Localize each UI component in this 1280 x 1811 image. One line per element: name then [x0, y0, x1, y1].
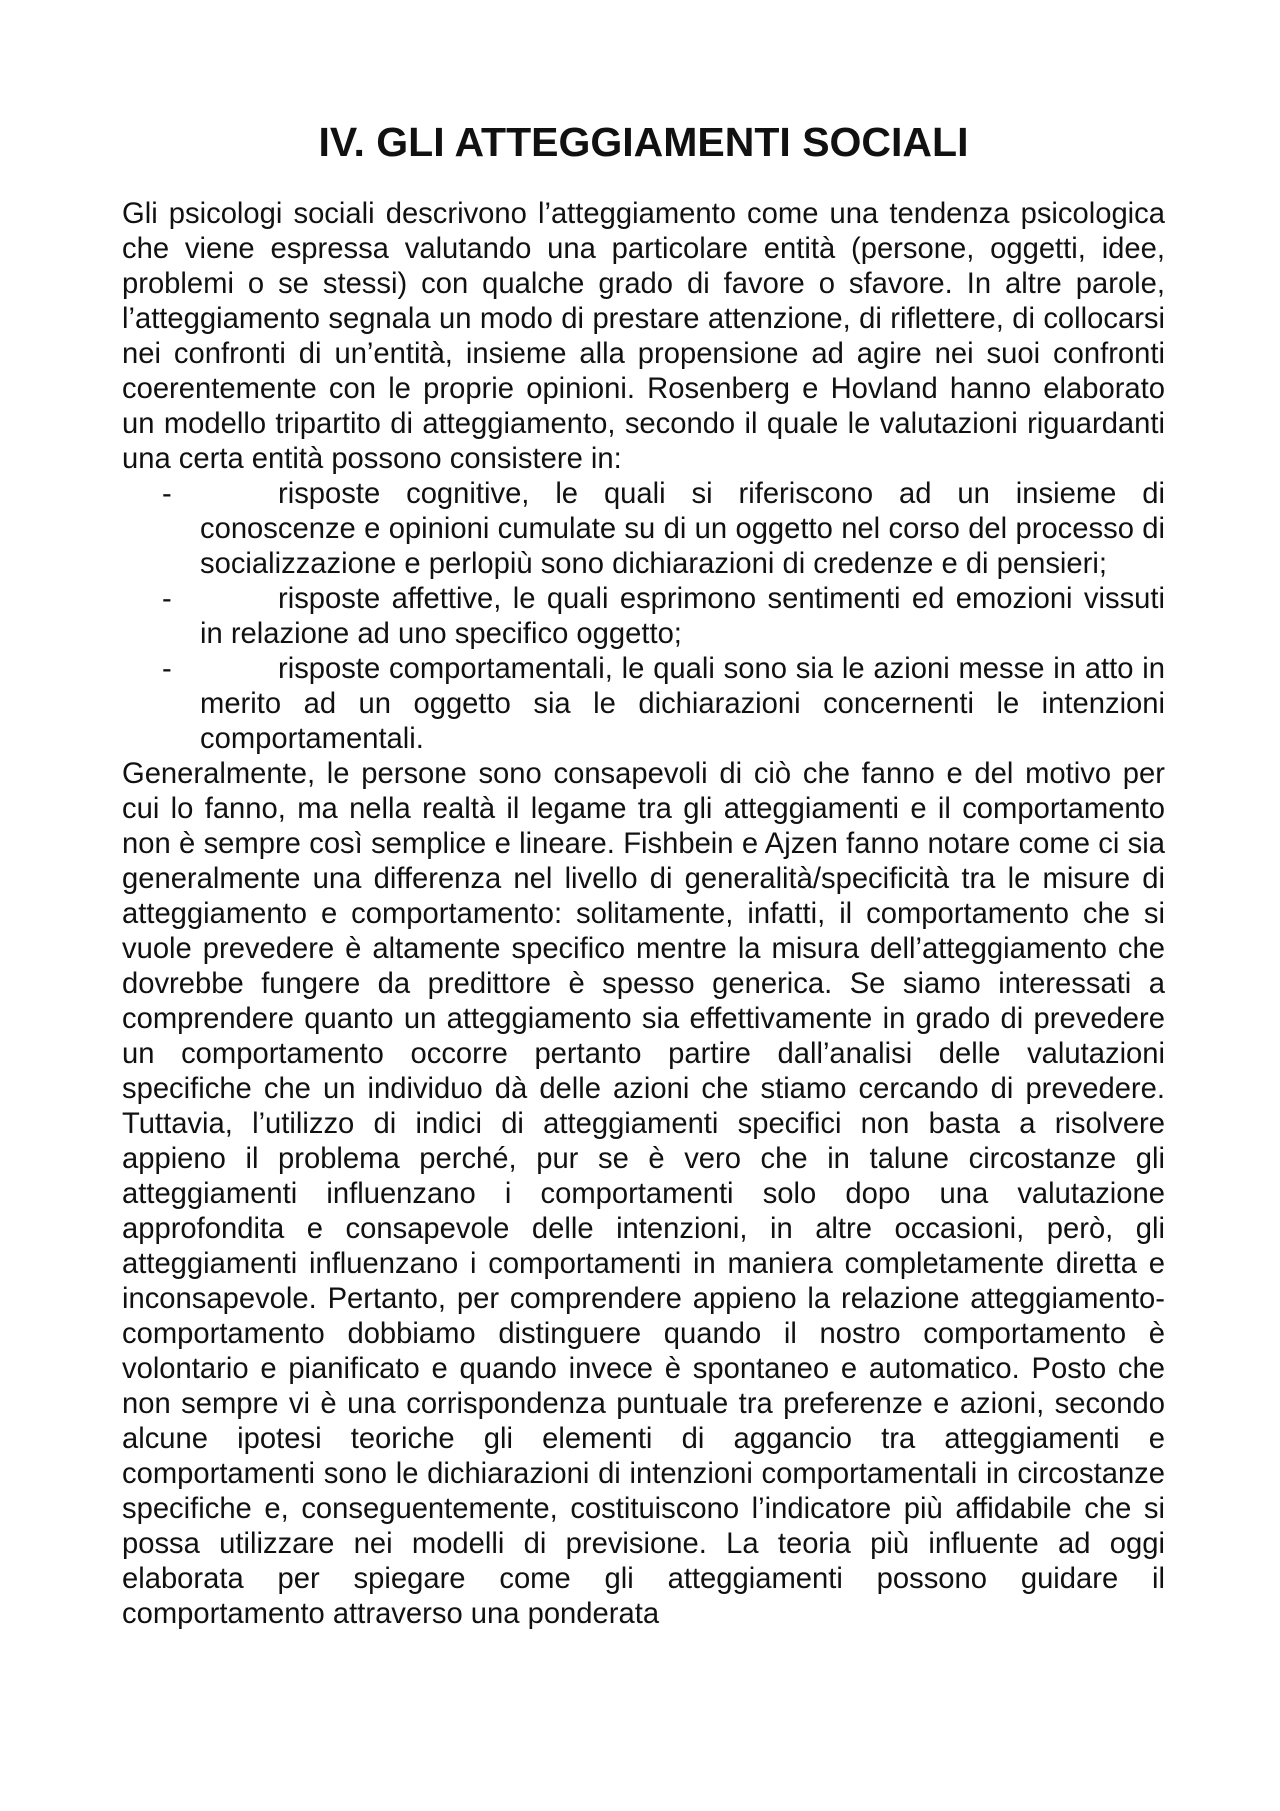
- document-page: [122, 118, 1165, 1632]
- page-title: IV. GLI ATTEGGIAMENTI SOCIALI: [318, 119, 969, 165]
- body-paragraph: Generalmente, le persone sono consapevoli di ciò che fanno e del motivo per cui lo fanno, ma nella realtà il legame tra gli atteggiamenti e il comportamento non è sempre così semplice e lineare. Fishbein e Ajzen fanno notare come ci sia generalmente una differenza nel livello di generalità/specificità tra le misure di atteggiamento e comportamento: solitamente, infatti, il comportamento che si vuole prevedere è altamente specifico mentre la misura dell’atteggiamento che dovrebbe fungere da predittore è spesso generica. Se siamo interessati a comprendere quanto un atteggiamento sia effettivamente in grado di prevedere un comportamento occorre pertanto partire dall’analisi delle valutazioni specifiche che un individuo dà delle azioni che stiamo cercando di prevedere. Tuttavia, l’utilizzo di indici di atteggiamenti specifici non basta a risolvere appieno il problema perché, pur se è vero che in talune circostanze gli atteggiamenti influenzano i comportamenti solo dopo una valutazione approfondita e consapevole delle intenzioni, in altre occasioni, però, gli atteggiamenti influenzano i comportamenti in maniera completamente diretta e inconsapevole. Pertanto, per comprendere appieno la relazione atteggiamento-comportamento dobbiamo distinguere quando il nostro comportamento è volontario e pianificato e quando invece è spontaneo e automatico. Posto che non sempre vi è una corrispondenza puntuale tra preferenze e azioni, secondo alcune ipotesi teoriche gli elementi di aggancio tra atteggiamenti e comportamenti sono le dichiarazioni di intenzioni comportamentali in circostanze specifiche e, conseguentemente, costituiscono l’indicatore più affidabile che si possa utilizzare nei modelli di previsione. La teoria più influente ad oggi elaborata per spiegare come gli atteggiamenti possono guidare il comportamento attraverso una ponderata: [122, 758, 1165, 1631]
- list-dash: -: [162, 583, 172, 616]
- response-types-list: [122, 477, 1165, 757]
- list-item-text: risposte cognitive, le quali si riferiscono ad un insieme di conoscenze e opinioni cumulate su di un oggetto nel corso del processo di socializzazione e perlopiù sono dichiarazioni di credenze e di pensieri;: [200, 478, 1165, 581]
- list-item-text: risposte affettive, le quali esprimono sentimenti ed emozioni vissuti in relazione ad uno specifico oggetto;: [200, 583, 1165, 651]
- list-item-text: risposte comportamentali, le quali sono sia le azioni messe in atto in merito ad un oggetto sia le dichiarazioni concernenti le intenzioni comportamentali.: [200, 653, 1165, 756]
- list-item: [122, 652, 1165, 757]
- list-item: [122, 477, 1165, 582]
- list-item: [122, 582, 1165, 652]
- intro-paragraph: Gli psicologi sociali descrivono l’atteggiamento come una tendenza psicologica che viene espressa valutando una particolare entità (persone, oggetti, idee, problemi o se stessi) con qualche grado di favore o sfavore. In altre parole, l’atteggiamento segnala un modo di prestare attenzione, di riflettere, di collocarsi nei confronti di un’entità, insieme alla propensione ad agire nei suoi confronti coerentemente con le proprie opinioni. Rosenberg e Hovland hanno elaborato un modello tripartito di atteggiamento, secondo il quale le valutazioni riguardanti una certa entità possono consistere in:: [122, 198, 1165, 476]
- list-dash: -: [162, 653, 172, 686]
- list-dash: -: [162, 478, 172, 511]
